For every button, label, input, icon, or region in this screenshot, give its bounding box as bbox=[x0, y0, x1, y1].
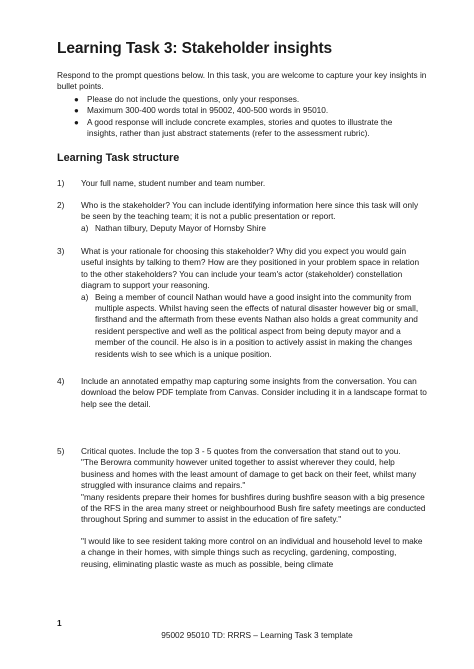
page-title: Learning Task 3: Stakeholder insights bbox=[57, 40, 333, 57]
item-text: Critical quotes. Include the top 3 - 5 quotes from the conversation that stand out to you. bbox=[81, 446, 401, 456]
task-item-5 bbox=[57, 446, 427, 570]
bullet-text: Maximum 300-400 words total in 95002, 400-500 words in 95010. bbox=[87, 105, 329, 116]
bullet-text: A good response will include concrete examples, stories and quotes to illustrate the insights, rather than just abstract statements (refer to the assessment rubric). bbox=[87, 116, 393, 139]
quote-1: "The Berowra community however united together to assist wherever they could, help business and homes with the least amount of damage to get back on their feet, whilst many struggled with insurance claims and repairs." bbox=[81, 457, 417, 491]
task-item-4 bbox=[57, 376, 427, 410]
task-item-3 bbox=[57, 246, 427, 360]
bullet-item bbox=[74, 105, 419, 116]
bullet-text: Please do not include the questions, only your responses. bbox=[87, 94, 300, 104]
item-number: 1) bbox=[57, 178, 65, 188]
sub-item-text: Being a member of council Nathan would have a good insight into the community from multiple aspects. Whilst having seen the effects of natural disaster however big or small, firsthand and the aftermath from these events Nathan also holds a great community and resident perspective and well as the political aspect from being deputy mayor and a member of the council. He also is in a position to actively assist in making the changes residents wish to see which is a unique position. bbox=[95, 291, 419, 359]
sub-item-letter: a) bbox=[81, 222, 89, 233]
item-text: Include an annotated empathy map capturing some insights from the conversation. You can download the below PDF template from Canvas. Consider including it in a landscape format to help see the detail. bbox=[81, 376, 427, 409]
section-heading: Learning Task structure bbox=[57, 152, 180, 164]
item-text: Your full name, student number and team number. bbox=[81, 178, 266, 188]
task-item-2 bbox=[57, 200, 427, 234]
page-number: 1 bbox=[57, 618, 62, 628]
bullet-item bbox=[74, 94, 419, 105]
quote-3: "I would like to see resident taking more control on an individual and household level to make a change in their homes, with simple things such as recycling, gardening, composting, reusing, eliminating plastic waste as much as possible, being climate bbox=[81, 535, 423, 569]
sub-item-letter: a) bbox=[81, 291, 89, 302]
item-text: Who is the stakeholder? You can include identifying information here since this task will only be seen by the teaching team; it is not a public presentation or report. bbox=[81, 200, 419, 222]
bullet-icon: ● bbox=[74, 117, 79, 127]
item-number: 4) bbox=[57, 376, 65, 386]
bullet-item bbox=[74, 117, 419, 140]
sub-item-text: Nathan tilbury, Deputy Mayor of Hornsby Shire bbox=[95, 222, 266, 233]
bullet-icon: ● bbox=[74, 95, 79, 104]
intro-paragraph: Respond to the prompt questions below. In this task, you are welcome to capture your key insights in bullet points. bbox=[57, 70, 427, 92]
page-footer: 95002 95010 TD: RRRS – Learning Task 3 template bbox=[161, 630, 353, 640]
item-number: 5) bbox=[57, 446, 65, 456]
task-item-1 bbox=[57, 178, 427, 189]
instruction-bullets bbox=[74, 94, 419, 140]
sub-item bbox=[81, 292, 427, 360]
quote-2: "many residents prepare their homes for bushfires during bushfire season with a big presence of the RFS in the area many street or neighbourhood Bush fire safety meetings are conducted throughout Spring and summer to assist in the education of fire safety." bbox=[81, 491, 426, 525]
item-number: 2) bbox=[57, 200, 65, 210]
bullet-icon: ● bbox=[74, 106, 79, 116]
sub-item bbox=[81, 223, 427, 234]
item-text: What is your rationale for choosing this stakeholder? Why did you expect you would gain useful insights by talking to them? How are they positioned in your problem space in relation to the other stakeholders? You can include your team's actor (stakeholder) constellation diagram to support your reasoning. bbox=[81, 246, 420, 291]
item-number: 3) bbox=[57, 246, 65, 256]
